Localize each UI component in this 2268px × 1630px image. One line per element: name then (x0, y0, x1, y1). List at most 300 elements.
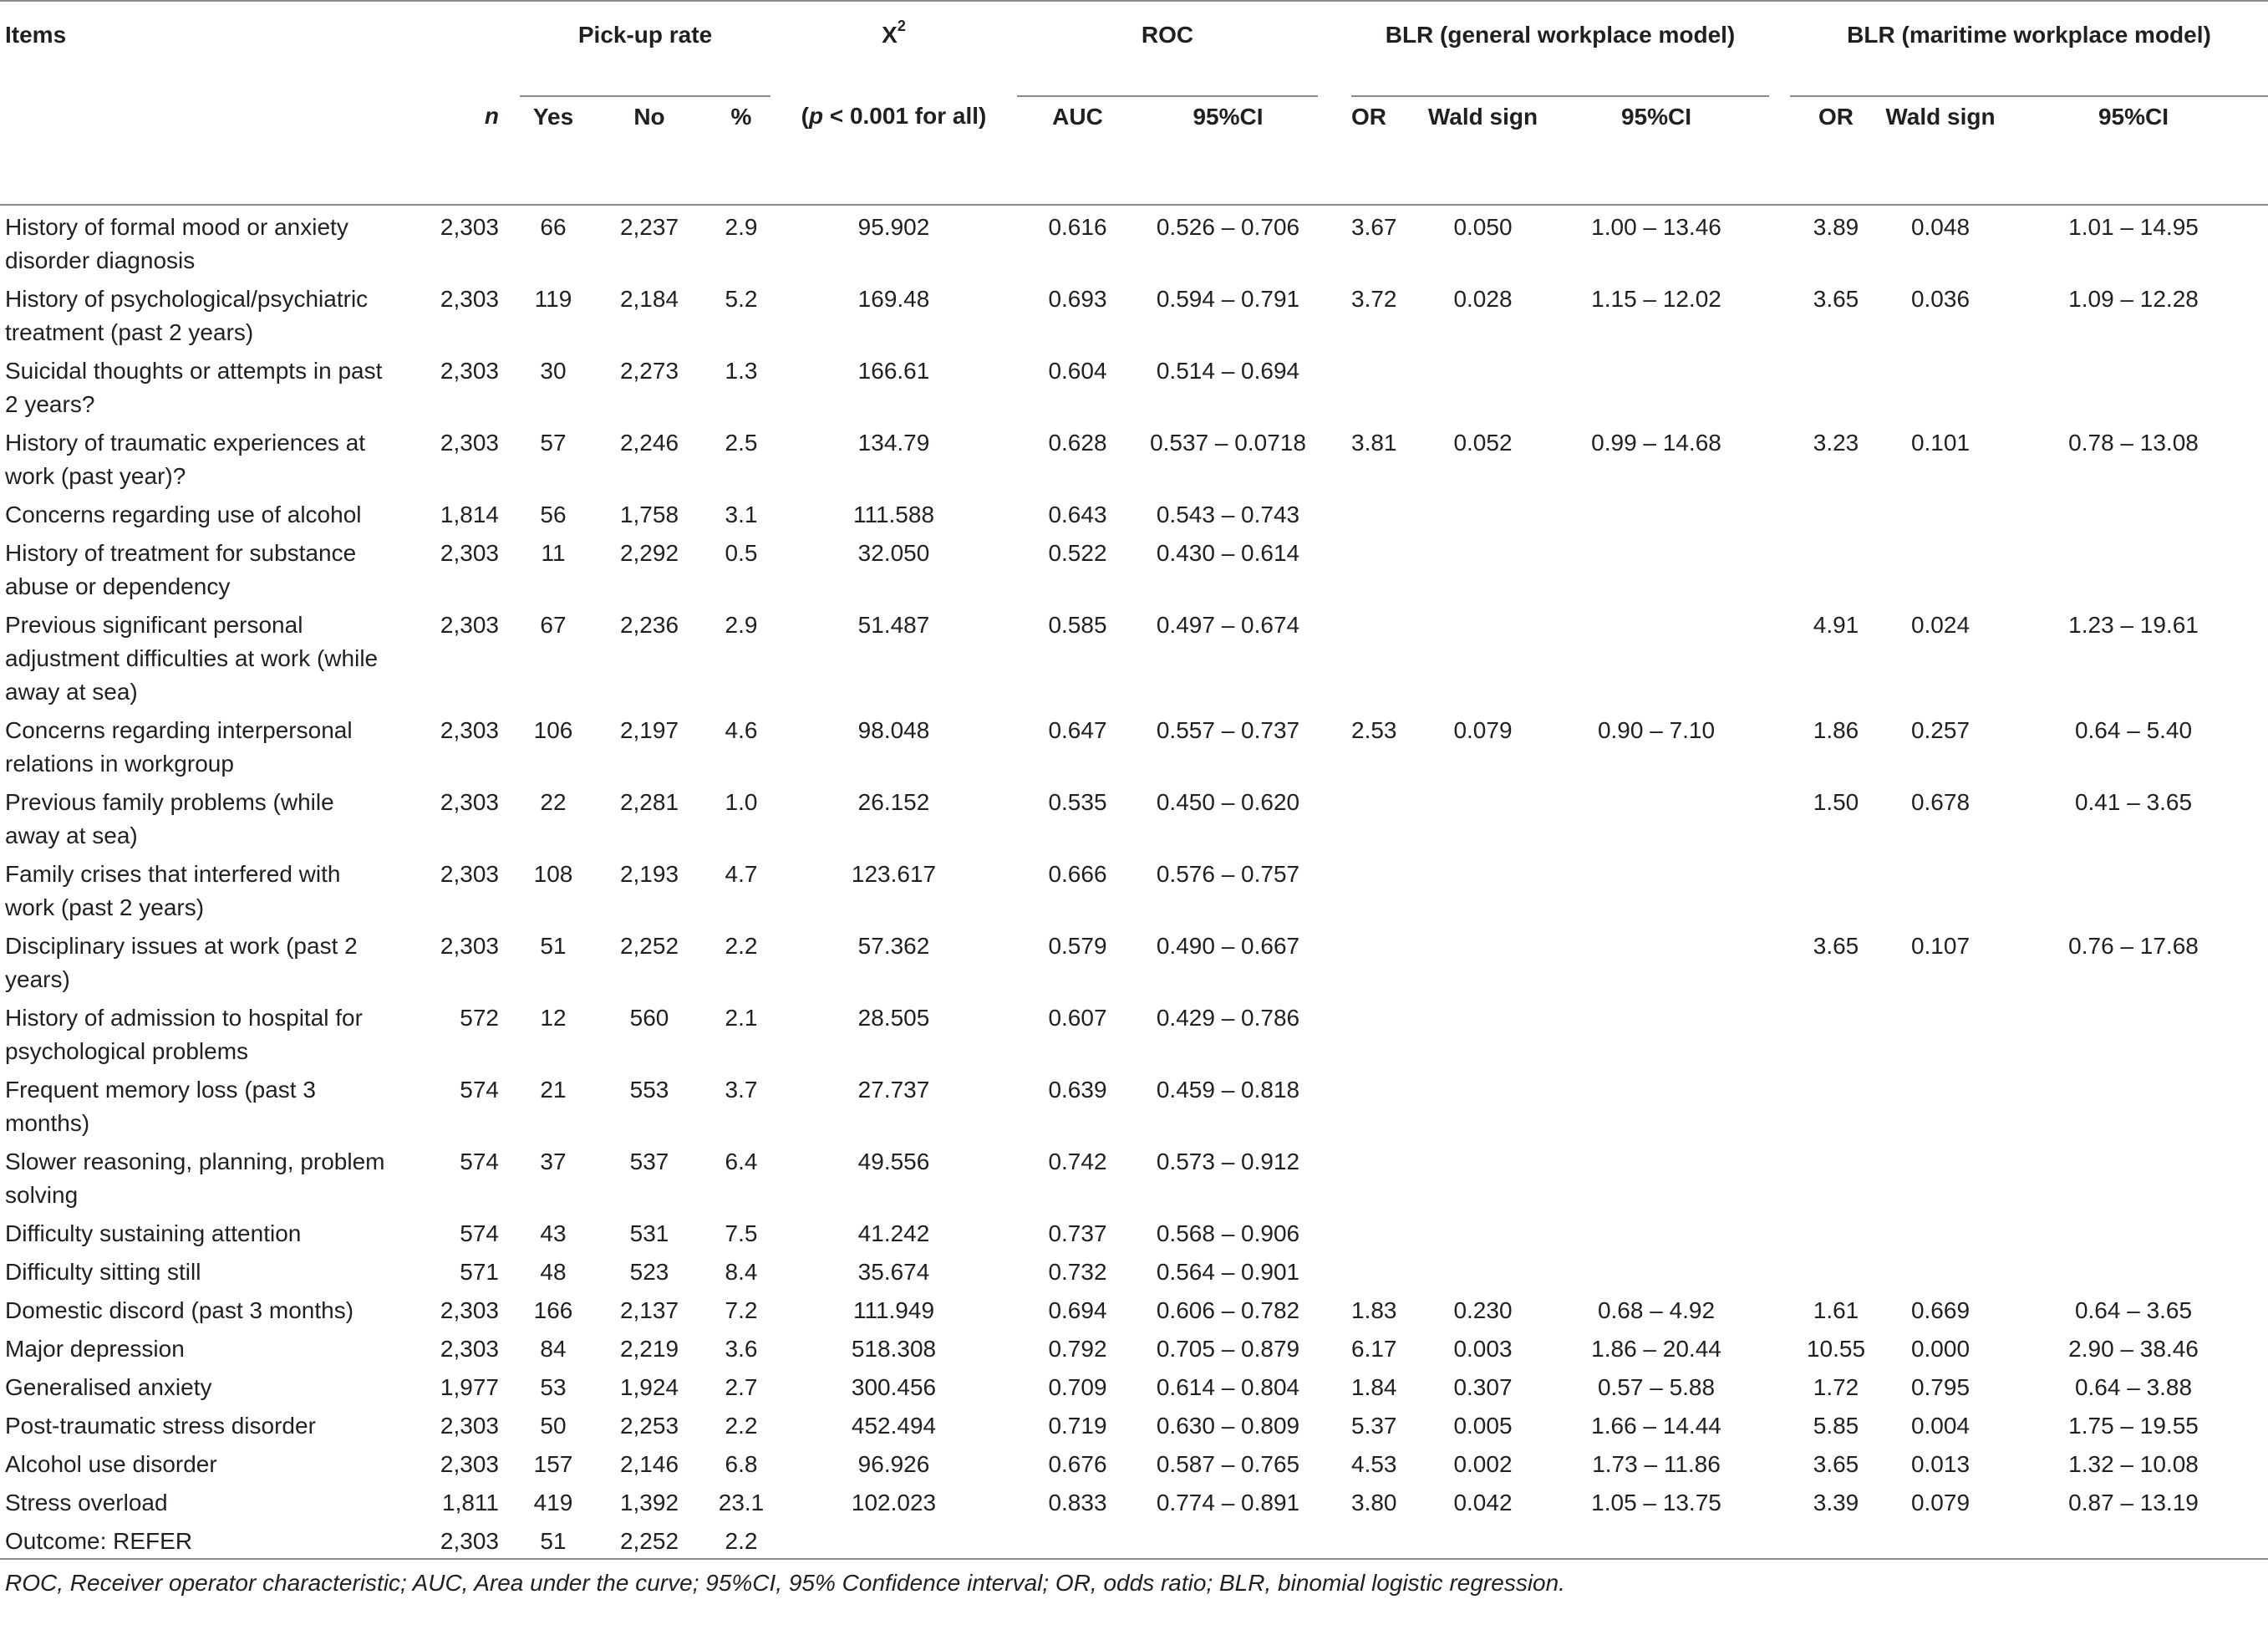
cell-percent: 1.3 (725, 358, 758, 384)
cell-ci-maritime: 0.64 – 5.40 (2074, 717, 2193, 743)
cell-auc: 0.647 (1048, 717, 1107, 743)
cell-yes: 84 (540, 1336, 567, 1362)
cell-auc: 0.579 (1048, 933, 1107, 959)
cell-no: 2,219 (619, 1336, 679, 1362)
cell-ci-maritime (1999, 493, 2268, 532)
cell-wald-general (1422, 1520, 1543, 1559)
cell-percent: 2.9 (725, 214, 758, 240)
cell-auc: 0.693 (1048, 286, 1107, 312)
cell-ci-roc: 0.450 – 0.620 (1156, 789, 1300, 815)
cell-n: 2,303 (440, 430, 499, 456)
cell-chi-square: 452.494 (851, 1413, 937, 1439)
cell-ci-maritime: 0.64 – 3.88 (2074, 1374, 2193, 1400)
cell-ci-roc: 0.587 – 0.765 (1156, 1451, 1300, 1477)
table-header (0, 0, 2268, 205)
cell-chi-square: 32.050 (857, 540, 930, 566)
cell-wald-maritime (1882, 493, 1999, 532)
cell-yes: 12 (540, 1005, 567, 1031)
cell-wald-maritime: 0.013 (1910, 1451, 1971, 1477)
cell-wald-general: 0.002 (1453, 1451, 1513, 1477)
cell-wald-maritime: 0.048 (1910, 214, 1971, 240)
cell-or-general (1351, 853, 1422, 925)
cell-ci-roc: 0.606 – 0.782 (1156, 1297, 1300, 1323)
table-footnote: ROC, Receiver operator characteristic; AUC, Area under the curve; 95%CI, 95% Confidence interval; OR, odds ratio; BLR, binomial logistic regression. (0, 1559, 2268, 1597)
cell-or-maritime (1790, 1140, 1882, 1212)
cell-or-maritime: 3.89 (1813, 214, 1859, 240)
row-item: Difficulty sustaining attention (5, 1220, 302, 1246)
row-item: History of traumatic experiences at work (past year)? (5, 430, 366, 489)
cell-percent: 2.9 (725, 612, 758, 638)
cell-wald-maritime (1882, 1140, 1999, 1212)
cell-or-general (1351, 1251, 1422, 1289)
cell-chi-square: 166.61 (857, 358, 930, 384)
cell-no: 2,252 (619, 933, 679, 959)
cell-or-maritime: 1.72 (1813, 1374, 1859, 1400)
cell-n: 2,303 (440, 540, 499, 566)
cell-n: 2,303 (440, 612, 499, 638)
row-item: Major depression (5, 1336, 185, 1362)
cell-ci-roc: 0.705 – 0.879 (1156, 1336, 1300, 1362)
cell-auc: 0.737 (1048, 1220, 1107, 1246)
row-item: Difficulty sitting still (5, 1259, 201, 1285)
cell-or-general (1351, 349, 1422, 421)
cell-or-maritime (1790, 493, 1882, 532)
header-blr-maritime: BLR (maritime workplace model) (1790, 2, 2268, 96)
cell-ci-maritime: 1.01 – 14.95 (2068, 214, 2199, 240)
table-row (0, 1481, 2268, 1520)
cell-ci-roc: 0.614 – 0.804 (1156, 1374, 1300, 1400)
cell-no: 1,924 (619, 1374, 679, 1400)
cell-wald-general: 0.003 (1453, 1336, 1513, 1362)
cell-wald-maritime (1882, 853, 1999, 925)
cell-ci-maritime: 0.76 – 17.68 (2068, 933, 2199, 959)
cell-ci-general: 1.66 – 14.44 (1591, 1413, 1721, 1439)
cell-yes: 108 (533, 861, 573, 887)
cell-percent: 6.8 (725, 1451, 758, 1477)
header-or-maritime: OR (1818, 104, 1854, 130)
cell-ci-general (1543, 532, 1769, 604)
cell-yes: 106 (533, 717, 573, 743)
cell-no: 2,193 (619, 861, 679, 887)
cell-n: 2,303 (440, 1336, 499, 1362)
cell-or-general: 3.72 (1351, 286, 1397, 312)
cell-yes: 48 (540, 1259, 567, 1285)
cell-percent: 2.7 (725, 1374, 758, 1400)
cell-wald-general: 0.005 (1453, 1413, 1513, 1439)
cell-wald-general (1422, 604, 1543, 709)
cell-n: 571 (460, 1259, 499, 1285)
cell-ci-maritime (1999, 532, 2268, 604)
table-row (0, 1068, 2268, 1140)
cell-auc: 0.643 (1048, 502, 1107, 527)
row-item: Outcome: REFER (5, 1528, 193, 1554)
cell-chi-square: 51.487 (857, 612, 930, 638)
table-row (0, 421, 2268, 493)
cell-n: 2,303 (440, 1528, 499, 1554)
cell-n: 1,814 (440, 502, 499, 527)
cell-yes: 30 (540, 358, 567, 384)
cell-chi-square: 134.79 (857, 430, 930, 456)
cell-ci-general (1543, 349, 1769, 421)
cell-n: 1,811 (442, 1490, 499, 1515)
cell-ci-general: 1.86 – 20.44 (1591, 1336, 1721, 1362)
cell-or-general (1351, 781, 1422, 853)
cell-auc: 0.535 (1048, 789, 1107, 815)
cell-chi-square: 123.617 (851, 861, 937, 887)
cell-or-general: 3.81 (1351, 430, 1397, 456)
cell-chi-square: 26.152 (857, 789, 930, 815)
cell-auc: 0.639 (1048, 1077, 1107, 1103)
cell-wald-maritime: 0.024 (1910, 612, 1971, 638)
cell-wald-general: 0.028 (1453, 286, 1513, 312)
header-yes: Yes (532, 104, 574, 130)
cell-or-general (1351, 925, 1422, 996)
cell-yes: 419 (533, 1490, 573, 1515)
cell-wald-maritime: 0.004 (1910, 1413, 1971, 1439)
cell-yes: 51 (540, 1528, 567, 1554)
table-body (0, 205, 2268, 1559)
cell-n: 2,303 (440, 789, 499, 815)
cell-n: 2,303 (440, 861, 499, 887)
table-row (0, 925, 2268, 996)
cell-wald-general: 0.050 (1453, 214, 1513, 240)
table-row (0, 1520, 2268, 1559)
cell-yes: 66 (540, 214, 567, 240)
cell-or-general (1351, 532, 1422, 604)
cell-or-maritime (1790, 1068, 1882, 1140)
cell-no: 531 (629, 1220, 669, 1246)
table-row (0, 996, 2268, 1068)
cell-auc: 0.792 (1048, 1336, 1107, 1362)
cell-chi-square: 102.023 (851, 1490, 937, 1515)
cell-n: 2,303 (440, 1297, 499, 1323)
cell-or-maritime: 1.61 (1813, 1297, 1859, 1323)
cell-percent: 7.5 (725, 1220, 758, 1246)
cell-ci-roc: 0.576 – 0.757 (1156, 861, 1300, 887)
cell-or-general (1351, 1068, 1422, 1140)
table-row (0, 709, 2268, 781)
cell-wald-maritime: 0.079 (1910, 1490, 1971, 1515)
cell-ci-roc: 0.459 – 0.818 (1156, 1077, 1300, 1103)
cell-or-maritime (1790, 349, 1882, 421)
cell-ci-roc (1138, 1520, 1318, 1559)
table-row (0, 1404, 2268, 1443)
cell-ci-general: 1.00 – 13.46 (1591, 214, 1721, 240)
row-item: Generalised anxiety (5, 1374, 212, 1400)
cell-wald-maritime (1882, 1212, 1999, 1251)
table-row (0, 1327, 2268, 1366)
row-item: Previous family problems (while away at sea) (5, 789, 334, 848)
header-items: Items (5, 22, 67, 48)
cell-ci-maritime: 1.09 – 12.28 (2068, 286, 2199, 312)
cell-or-general (1351, 493, 1422, 532)
cell-wald-maritime: 0.669 (1910, 1297, 1971, 1323)
cell-percent: 2.2 (725, 933, 758, 959)
header-ci-roc: 95%CI (1192, 104, 1264, 130)
cell-n: 574 (460, 1149, 499, 1174)
cell-or-general (1351, 1140, 1422, 1212)
header-ci-general: 95%CI (1620, 104, 1692, 130)
table-row (0, 1443, 2268, 1481)
cell-ci-maritime (1999, 1212, 2268, 1251)
cell-ci-roc: 0.429 – 0.786 (1156, 1005, 1300, 1031)
cell-yes: 22 (540, 789, 567, 815)
cell-yes: 56 (540, 502, 567, 527)
cell-ci-general (1543, 604, 1769, 709)
cell-percent: 2.5 (725, 430, 758, 456)
cell-ci-roc: 0.594 – 0.791 (1156, 286, 1300, 312)
cell-yes: 157 (533, 1451, 573, 1477)
cell-wald-maritime (1882, 349, 1999, 421)
cell-chi-square: 518.308 (851, 1336, 937, 1362)
cell-n: 2,303 (440, 717, 499, 743)
cell-ci-roc: 0.526 – 0.706 (1156, 214, 1300, 240)
cell-ci-maritime: 1.32 – 10.08 (2068, 1451, 2199, 1477)
cell-percent: 2.2 (725, 1528, 758, 1554)
table-row (0, 1140, 2268, 1212)
header-ci-maritime: 95%CI (2098, 104, 2169, 130)
cell-wald-general: 0.230 (1453, 1297, 1513, 1323)
cell-auc: 0.666 (1048, 861, 1107, 887)
cell-auc: 0.709 (1048, 1374, 1107, 1400)
cell-auc: 0.719 (1048, 1413, 1107, 1439)
cell-or-general (1351, 996, 1422, 1068)
cell-or-maritime: 3.65 (1813, 286, 1859, 312)
header-roc: ROC (1017, 2, 1318, 96)
table-row (0, 853, 2268, 925)
cell-or-maritime (1790, 1251, 1882, 1289)
header-auc: AUC (1052, 104, 1103, 130)
cell-ci-general: 0.90 – 7.10 (1597, 717, 1716, 743)
row-item: Slower reasoning, planning, problem solving (5, 1149, 385, 1208)
cell-yes: 43 (540, 1220, 567, 1246)
cell-or-general (1351, 1520, 1422, 1559)
cell-ci-roc: 0.564 – 0.901 (1156, 1259, 1300, 1285)
cell-n: 574 (460, 1077, 499, 1103)
cell-auc: 0.616 (1048, 214, 1107, 240)
cell-no: 2,281 (619, 789, 679, 815)
cell-ci-roc: 0.514 – 0.694 (1156, 358, 1300, 384)
cell-wald-general: 0.042 (1453, 1490, 1513, 1515)
cell-ci-maritime: 0.78 – 13.08 (2068, 430, 2199, 456)
cell-ci-maritime (1999, 1140, 2268, 1212)
cell-no: 1,392 (619, 1490, 679, 1515)
cell-no: 2,253 (619, 1413, 679, 1439)
cell-wald-general (1422, 996, 1543, 1068)
cell-ci-general (1543, 781, 1769, 853)
cell-percent: 6.4 (725, 1149, 758, 1174)
cell-n: 1,977 (440, 1374, 499, 1400)
row-item: History of admission to hospital for psychological problems (5, 1005, 363, 1064)
cell-auc: 0.607 (1048, 1005, 1107, 1031)
cell-percent: 2.2 (725, 1413, 758, 1439)
cell-ci-roc: 0.568 – 0.906 (1156, 1220, 1300, 1246)
cell-auc: 0.522 (1048, 540, 1107, 566)
cell-chi-square: 98.048 (857, 717, 930, 743)
header-chi-square: $X^2$ (882, 18, 906, 48)
row-item: Stress overload (5, 1490, 168, 1515)
table-row (0, 349, 2268, 421)
table-row (0, 781, 2268, 853)
cell-or-maritime: 3.23 (1813, 430, 1859, 456)
cell-ci-maritime (1999, 853, 2268, 925)
cell-wald-general (1422, 1068, 1543, 1140)
cell-wald-general (1422, 493, 1543, 532)
table-row (0, 1289, 2268, 1327)
row-item: Suicidal thoughts or attempts in past 2 years? (5, 358, 383, 417)
cell-no: 2,184 (619, 286, 679, 312)
cell-percent: 4.7 (725, 861, 758, 887)
cell-wald-general (1422, 925, 1543, 996)
cell-yes: 166 (533, 1297, 573, 1323)
cell-yes: 50 (540, 1413, 567, 1439)
cell-percent: 1.0 (725, 789, 758, 815)
cell-wald-general (1422, 1212, 1543, 1251)
cell-wald-general: 0.307 (1453, 1374, 1513, 1400)
cell-ci-general (1543, 493, 1769, 532)
table-row (0, 1212, 2268, 1251)
cell-auc: 0.694 (1048, 1297, 1107, 1323)
cell-yes: 53 (540, 1374, 567, 1400)
cell-or-maritime: 4.91 (1813, 612, 1859, 638)
cell-percent: 3.1 (725, 502, 758, 527)
cell-or-maritime: 5.85 (1813, 1413, 1859, 1439)
cell-or-general: 5.37 (1351, 1413, 1397, 1439)
row-item: Domestic discord (past 3 months) (5, 1297, 354, 1323)
cell-ci-general (1543, 925, 1769, 996)
cell-chi-square: 28.505 (857, 1005, 930, 1031)
cell-or-maritime: 3.65 (1813, 1451, 1859, 1477)
cell-chi-square: 95.902 (857, 214, 930, 240)
cell-ci-maritime (1999, 996, 2268, 1068)
cell-no: 2,146 (619, 1451, 679, 1477)
cell-n: 2,303 (440, 933, 499, 959)
cell-percent: 7.2 (725, 1297, 758, 1323)
cell-no: 2,197 (619, 717, 679, 743)
cell-ci-general (1543, 1251, 1769, 1289)
cell-wald-maritime: 0.036 (1910, 286, 1971, 312)
cell-or-general (1351, 1212, 1422, 1251)
cell-ci-general: 1.73 – 11.86 (1592, 1451, 1721, 1477)
cell-ci-maritime: 2.90 – 38.46 (2068, 1336, 2199, 1362)
header-wald-maritime: Wald sign (1885, 104, 1996, 130)
cell-ci-maritime: 1.23 – 19.61 (2068, 612, 2199, 638)
row-item: Post-traumatic stress disorder (5, 1413, 316, 1439)
cell-no: 2,292 (619, 540, 679, 566)
cell-no: 553 (629, 1077, 669, 1103)
cell-n: 572 (460, 1005, 499, 1031)
cell-ci-general: 1.15 – 12.02 (1591, 286, 1721, 312)
cell-or-maritime: 1.50 (1813, 789, 1859, 815)
cell-auc (1017, 1520, 1138, 1559)
cell-ci-maritime: 0.64 – 3.65 (2074, 1297, 2193, 1323)
table-row (0, 278, 2268, 349)
cell-ci-roc: 0.557 – 0.737 (1156, 717, 1300, 743)
cell-ci-general: 0.57 – 5.88 (1597, 1374, 1716, 1400)
cell-no: 2,237 (619, 214, 679, 240)
cell-wald-maritime: 0.107 (1910, 933, 1971, 959)
cell-auc: 0.585 (1048, 612, 1107, 638)
cell-ci-maritime (1999, 1251, 2268, 1289)
cell-percent: 3.6 (725, 1336, 758, 1362)
cell-chi-square: 49.556 (857, 1149, 930, 1174)
cell-auc: 0.732 (1048, 1259, 1107, 1285)
cell-chi-square: 111.588 (852, 502, 935, 527)
cell-or-maritime: 1.86 (1813, 717, 1859, 743)
cell-auc: 0.833 (1048, 1490, 1107, 1515)
cell-percent: 3.7 (725, 1077, 758, 1103)
cell-yes: 11 (541, 540, 566, 566)
cell-percent: 8.4 (725, 1259, 758, 1285)
cell-wald-maritime: 0.000 (1910, 1336, 1971, 1362)
cell-yes: 57 (540, 430, 567, 456)
cell-wald-maritime: 0.257 (1910, 717, 1971, 743)
cell-or-maritime: 3.39 (1813, 1490, 1859, 1515)
cell-ci-general (1543, 1212, 1769, 1251)
cell-wald-maritime (1882, 996, 1999, 1068)
cell-ci-maritime (1999, 1520, 2268, 1559)
cell-chi-square: 41.242 (857, 1220, 930, 1246)
cell-no: 560 (629, 1005, 669, 1031)
cell-auc: 0.628 (1048, 430, 1107, 456)
table-row (0, 493, 2268, 532)
cell-yes: 51 (540, 933, 567, 959)
cell-chi-square: 169.48 (857, 286, 930, 312)
cell-or-general (1351, 604, 1422, 709)
cell-chi-square: 300.456 (851, 1374, 937, 1400)
cell-ci-general (1543, 853, 1769, 925)
cell-chi-square: 96.926 (857, 1451, 930, 1477)
cell-wald-maritime (1882, 532, 1999, 604)
cell-or-general: 3.67 (1351, 214, 1397, 240)
row-item: History of treatment for substance abuse or dependency (5, 540, 357, 599)
row-item: Frequent memory loss (past 3 months) (5, 1077, 316, 1136)
header-or-general: OR (1351, 104, 1386, 130)
cell-or-general: 6.17 (1351, 1336, 1397, 1362)
cell-n: 574 (460, 1220, 499, 1246)
cell-wald-general: 0.079 (1453, 717, 1513, 743)
cell-no: 2,252 (619, 1528, 679, 1554)
cell-ci-roc: 0.430 – 0.614 (1156, 540, 1300, 566)
cell-wald-maritime: 0.678 (1910, 789, 1971, 815)
cell-or-maritime: 10.55 (1806, 1336, 1866, 1362)
cell-ci-roc: 0.630 – 0.809 (1156, 1413, 1300, 1439)
table-row (0, 1366, 2268, 1404)
cell-ci-roc: 0.774 – 0.891 (1156, 1490, 1300, 1515)
cell-wald-maritime: 0.795 (1910, 1374, 1971, 1400)
cell-or-general: 1.83 (1351, 1297, 1397, 1323)
cell-chi-square: 57.362 (857, 933, 930, 959)
cell-ci-roc: 0.537 – 0.0718 (1150, 430, 1306, 456)
cell-wald-general (1422, 532, 1543, 604)
cell-or-general: 1.84 (1351, 1374, 1397, 1400)
header-n: n (484, 103, 499, 129)
row-item: Concerns regarding use of alcohol (5, 502, 362, 527)
cell-wald-general: 0.052 (1453, 430, 1513, 456)
cell-percent: 5.2 (725, 286, 758, 312)
cell-yes: 119 (534, 286, 572, 312)
cell-percent: 4.6 (725, 717, 758, 743)
cell-n: 2,303 (440, 1451, 499, 1477)
cell-percent: 0.5 (725, 540, 758, 566)
cell-yes: 21 (540, 1077, 567, 1103)
header-percent: % (730, 104, 752, 130)
cell-no: 537 (629, 1149, 669, 1174)
cell-or-maritime (1790, 853, 1882, 925)
cell-or-maritime (1790, 1520, 1882, 1559)
cell-or-maritime (1790, 1212, 1882, 1251)
cell-ci-maritime (1999, 349, 2268, 421)
